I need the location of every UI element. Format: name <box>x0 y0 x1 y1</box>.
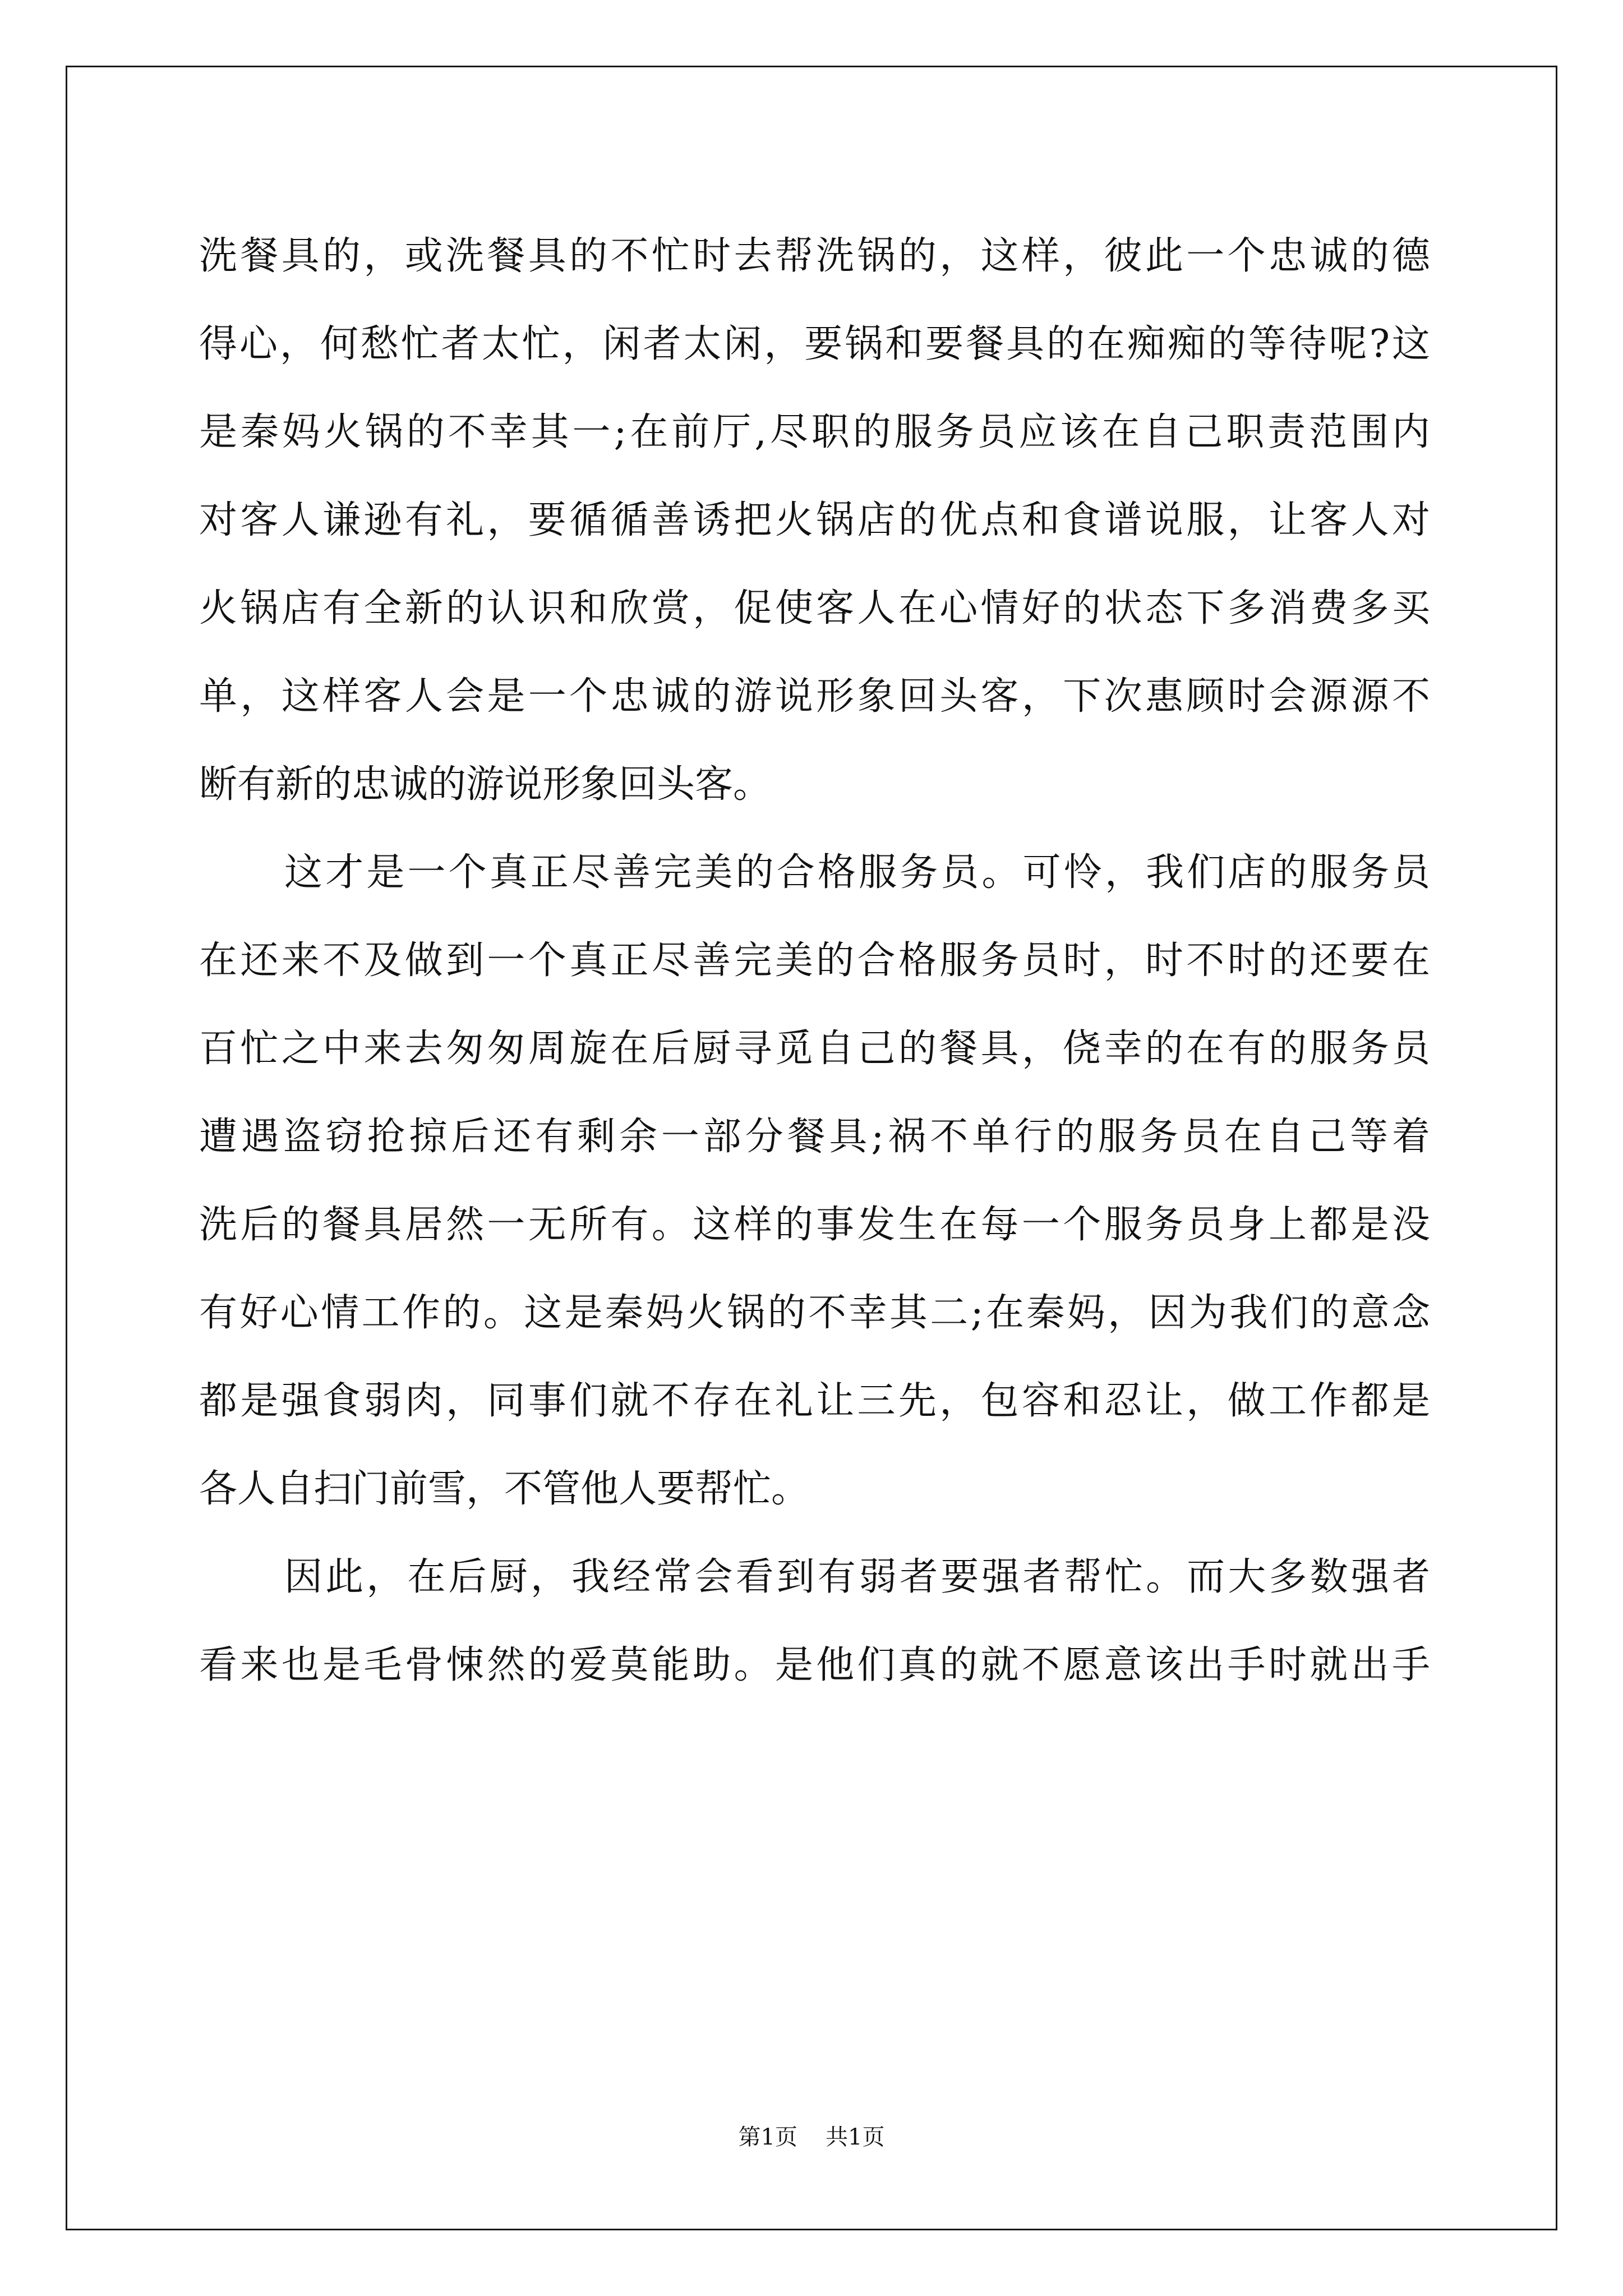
document-body <box>199 212 1430 1709</box>
page-number: 第1页 <box>738 2124 797 2150</box>
text-line: 单，这样客人会是一个忠诚的游说形象回头客，下次惠顾时会源源不 <box>199 674 1430 719</box>
text-line: 洗餐具的，或洗餐具的不忙时去帮洗锅的，这样，彼此一个忠诚的德 <box>199 234 1430 278</box>
text-line: 得心，何愁忙者太忙，闲者太闲，要锅和要餐具的在痴痴的等待呢?这 <box>199 322 1430 366</box>
text-line: 都是强食弱肉，同事们就不存在礼让三先，包容和忍让，做工作都是 <box>199 1379 1430 1423</box>
text-line: 断有新的忠诚的游说形象回头客。 <box>199 762 772 807</box>
paragraph-first-line: 因此，在后厨，我经常会看到有弱者要强者帮忙。而大多数强者 <box>284 1555 1430 1599</box>
text-line: 各人自扫门前雪，不管他人要帮忙。 <box>199 1467 810 1511</box>
text-line: 看来也是毛骨悚然的爱莫能助。是他们真的就不愿意该出手时就出手 <box>199 1643 1430 1687</box>
text-line: 遭遇盗窃抢掠后还有剩余一部分餐具;祸不单行的服务员在自己等着 <box>199 1115 1430 1159</box>
page-total: 共1页 <box>826 2124 885 2150</box>
text-line: 百忙之中来去匆匆周旋在后厨寻觅自己的餐具，侥幸的在有的服务员 <box>199 1027 1430 1071</box>
text-line: 是秦妈火锅的不幸其一;在前厅,尽职的服务员应该在自己职责范围内 <box>199 410 1430 454</box>
text-line: 洗后的餐具居然一无所有。这样的事发生在每一个服务员身上都是没 <box>199 1203 1430 1247</box>
paragraph-first-line: 这才是一个真正尽善完美的合格服务员。可怜，我们店的服务员 <box>284 850 1430 895</box>
text-line: 有好心情工作的。这是秦妈火锅的不幸其二;在秦妈，因为我们的意念 <box>199 1291 1430 1335</box>
text-line: 对客人谦逊有礼，要循循善诱把火锅店的优点和食谱说服，让客人对 <box>199 498 1430 542</box>
page-footer <box>0 2119 1623 2151</box>
text-line: 在还来不及做到一个真正尽善完美的合格服务员时，时不时的还要在 <box>199 938 1430 983</box>
text-line: 火锅店有全新的认识和欣赏，促使客人在心情好的状态下多消费多买 <box>199 586 1430 631</box>
